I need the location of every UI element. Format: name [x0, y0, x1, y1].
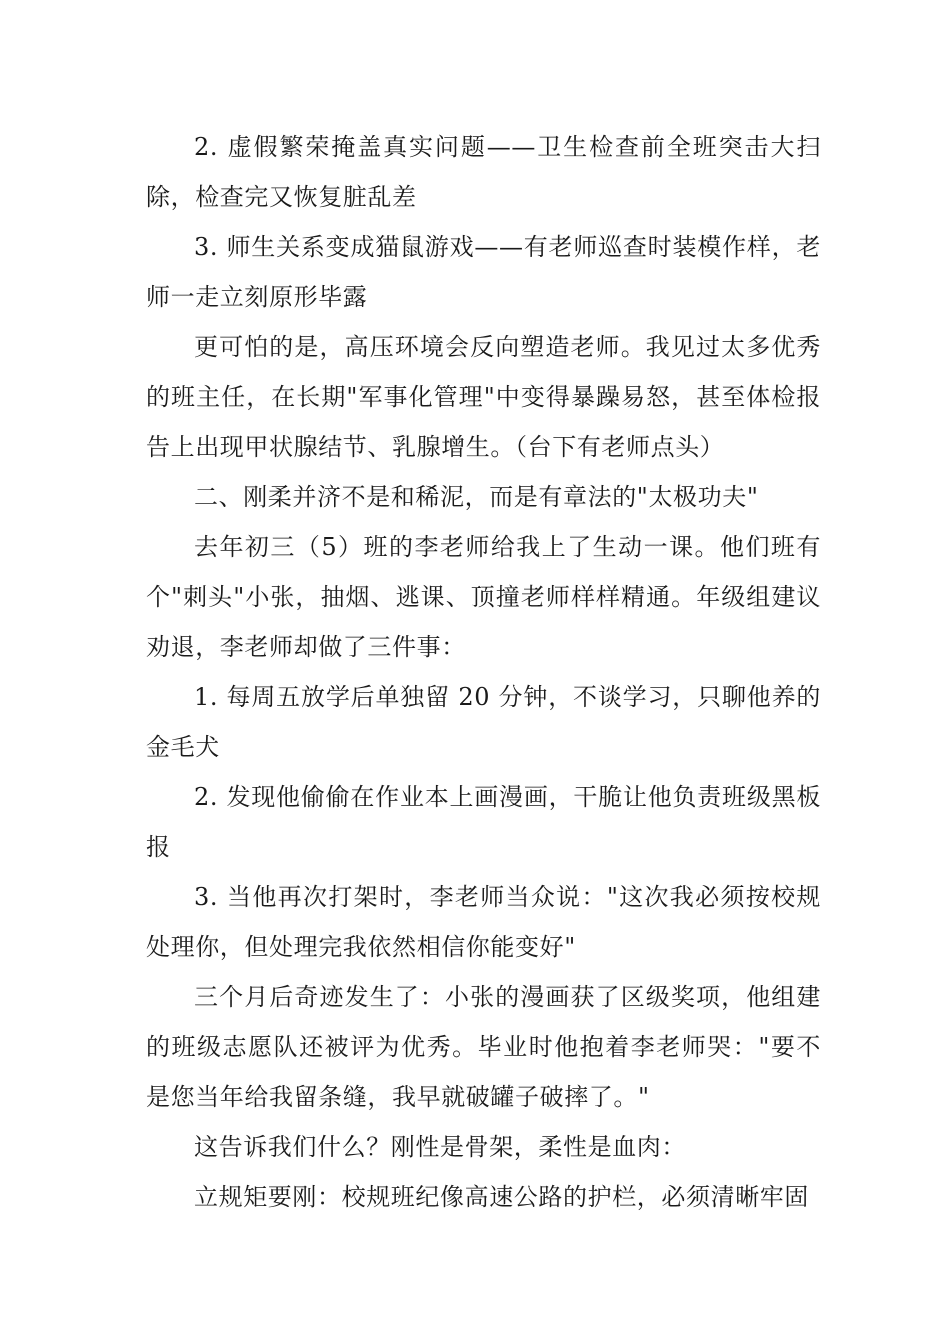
paragraph-list-item-3-school-rules: 3. 当他再次打架时，李老师当众说："这次我必须按校规处理你，但处理完我依然相信你能变好" [146, 883, 821, 961]
section-heading-two: 二、刚柔并济不是和稀泥，而是有章法的"太极功夫" [194, 483, 759, 511]
paragraph-list-item-3-cat-mouse-game: 3. 师生关系变成猫鼠游戏——有老师巡查时装模作样，老师一走立刻原形毕露 [146, 233, 821, 311]
paragraph-lesson-summary: 这告诉我们什么？刚性是骨架，柔性是血肉： [194, 1133, 686, 1161]
paragraph-firm-rules: 立规矩要刚：校规班纪像高速公路的护栏，必须清晰牢固 [194, 1183, 809, 1211]
paragraph-three-months-later: 三个月后奇迹发生了：小张的漫画获了区级奖项，他组建的班级志愿队还被评为优秀。毕业时他抱着李老师哭："要不是您当年给我留条缝，我早就破罐子破摔了。" [146, 983, 821, 1111]
paragraph-list-item-2-false-prosperity: 2. 虚假繁荣掩盖真实问题——卫生检查前全班突击大扫除，检查完又恢复脏乱差 [146, 133, 821, 211]
document-body [146, 122, 821, 1222]
paragraph-teacher-li-story: 去年初三（5）班的李老师给我上了生动一课。他们班有个"刺头"小张，抽烟、逃课、顶撞老师样样精通。年级组建议劝退，李老师却做了三件事： [146, 533, 821, 661]
paragraph-list-item-2-blackboard: 2. 发现他偷偷在作业本上画漫画，干脆让他负责班级黑板报 [146, 783, 821, 861]
paragraph-high-pressure-teachers: 更可怕的是，高压环境会反向塑造老师。我见过太多优秀的班主任，在长期"军事化管理"中变得暴躁易怒，甚至体检报告上出现甲状腺结节、乳腺增生。（台下有老师点头） [146, 333, 821, 461]
paragraph-list-item-1-friday-talks: 1. 每周五放学后单独留 20 分钟，不谈学习，只聊他养的金毛犬 [146, 683, 821, 761]
